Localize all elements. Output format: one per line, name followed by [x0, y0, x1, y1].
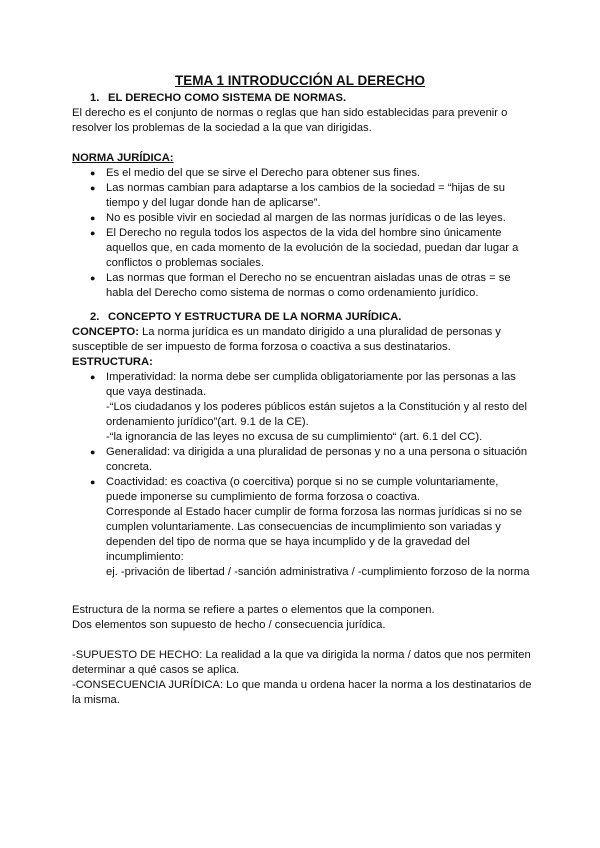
imperatividad-quote-2: -“la ignorancia de las leyes no excusa de su cumplimiento“ (art. 6.1 del CC).	[106, 431, 483, 443]
coactividad-item	[72, 475, 532, 580]
norma-bullet-2: ● Las normas cambian para adaptarse a los cambios de la sociedad = “hijas de su tiempo y del lugar donde han de aplicarse”.	[72, 181, 532, 211]
concepto-text: La norma jurídica es un mandato dirigido a una pluralidad de personas y susceptible de ser impuesto de forma forzosa o coactiva a sus destinatarios.	[72, 326, 501, 353]
imperatividad-item	[72, 370, 532, 445]
norma-bullet-4: ● El Derecho no regula todos los aspectos de la vida del hombre sino únicamente aquellos que, en cada momento de la evolución de la sociedad, puedan dar lugar a conflictos o problemas sociales.	[72, 226, 532, 271]
consecuencia-juridica: -CONSECUENCIA JURÍDICA: Lo que manda u ordena hacer la norma a los destinatarios de la misma.	[72, 679, 532, 706]
generalidad-item: ● Generalidad: va dirigida a una pluralidad de personas y no a una persona o situación concreta.	[72, 445, 532, 475]
estructura-list	[72, 370, 532, 580]
norma-bullet-5: ● Las normas que forman el Derecho no se encuentran aisladas unas de otras = se habla del Derecho como sistema de normas o como ordenamiento jurídico.	[72, 271, 532, 301]
document-title: TEMA 1 INTRODUCCIÓN AL DERECHO	[174, 73, 425, 88]
concepto-label: CONCEPTO:	[72, 326, 139, 338]
supuesto-de-hecho: -SUPUESTO DE HECHO: La realidad a la que va dirigida la norma / datos que nos permiten determinar a qué casos se aplica.	[72, 649, 531, 676]
coactividad-detail: Corresponde al Estado hacer cumplir de forma forzosa las normas jurídicas si no se cumplen voluntariamente. Las consecuencias de incumplimiento son variadas y dependen del tipo de norma que se haya incumplido y de la gravedad del incumplimiento:	[106, 506, 522, 563]
norma-bullet-3: ● No es posible vivir en sociedad al margen de las normas jurídicas o de las leyes.	[72, 211, 532, 226]
section-2-number: 2.	[90, 311, 100, 323]
section-1	[72, 91, 532, 136]
definitions	[72, 648, 532, 708]
coactividad-example: ej. -privación de libertad / -sanción administrativa / -cumplimiento forzoso de la norma	[106, 566, 530, 578]
imperatividad-text: ● Imperatividad: la norma debe ser cumplida obligatoriamente por las personas a las que vaya destinada.	[106, 371, 516, 398]
section-2	[72, 310, 532, 580]
imperatividad-quote-1: -“Los ciudadanos y los poderes públicos están sujetos a la Constitución y al resto del ordenamiento jurídico”(art. 9.1 de la CE).	[106, 401, 528, 428]
norma-juridica-label: NORMA JURÍDICA:	[72, 152, 174, 164]
concepto-paragraph	[72, 325, 532, 355]
estructura-note-line-2: Dos elementos son supuesto de hecho / consecuencia jurídica.	[72, 619, 386, 631]
norma-bullet-1: ● Es el medio del que se sirve el Derecho para obtener sus fines.	[72, 166, 532, 181]
coactividad-text: ● Coactividad: es coactiva (o coercitiva) porque si no se cumple voluntariamente, puede imponerse su cumplimiento de forma forzosa o coactiva.	[106, 476, 499, 503]
section-1-intro: El derecho es el conjunto de normas o reglas que han sido establecidas para prevenir o resolver los problemas de la sociedad a la que van dirigidas.	[72, 107, 508, 134]
estructura-note-line-1: Estructura de la norma se refiere a partes o elementos que la componen.	[72, 604, 435, 616]
estructura-note	[72, 603, 532, 633]
norma-juridica-section	[72, 151, 532, 301]
norma-juridica-list	[72, 166, 532, 301]
section-1-title: EL DERECHO COMO SISTEMA DE NORMAS.	[108, 92, 347, 104]
estructura-label: ESTRUCTURA:	[72, 356, 153, 368]
section-2-title: CONCEPTO Y ESTRUCTURA DE LA NORMA JURÍDICA.	[108, 311, 402, 323]
section-1-number: 1.	[90, 92, 100, 104]
section-1-heading	[72, 91, 532, 106]
section-2-heading	[72, 310, 532, 325]
